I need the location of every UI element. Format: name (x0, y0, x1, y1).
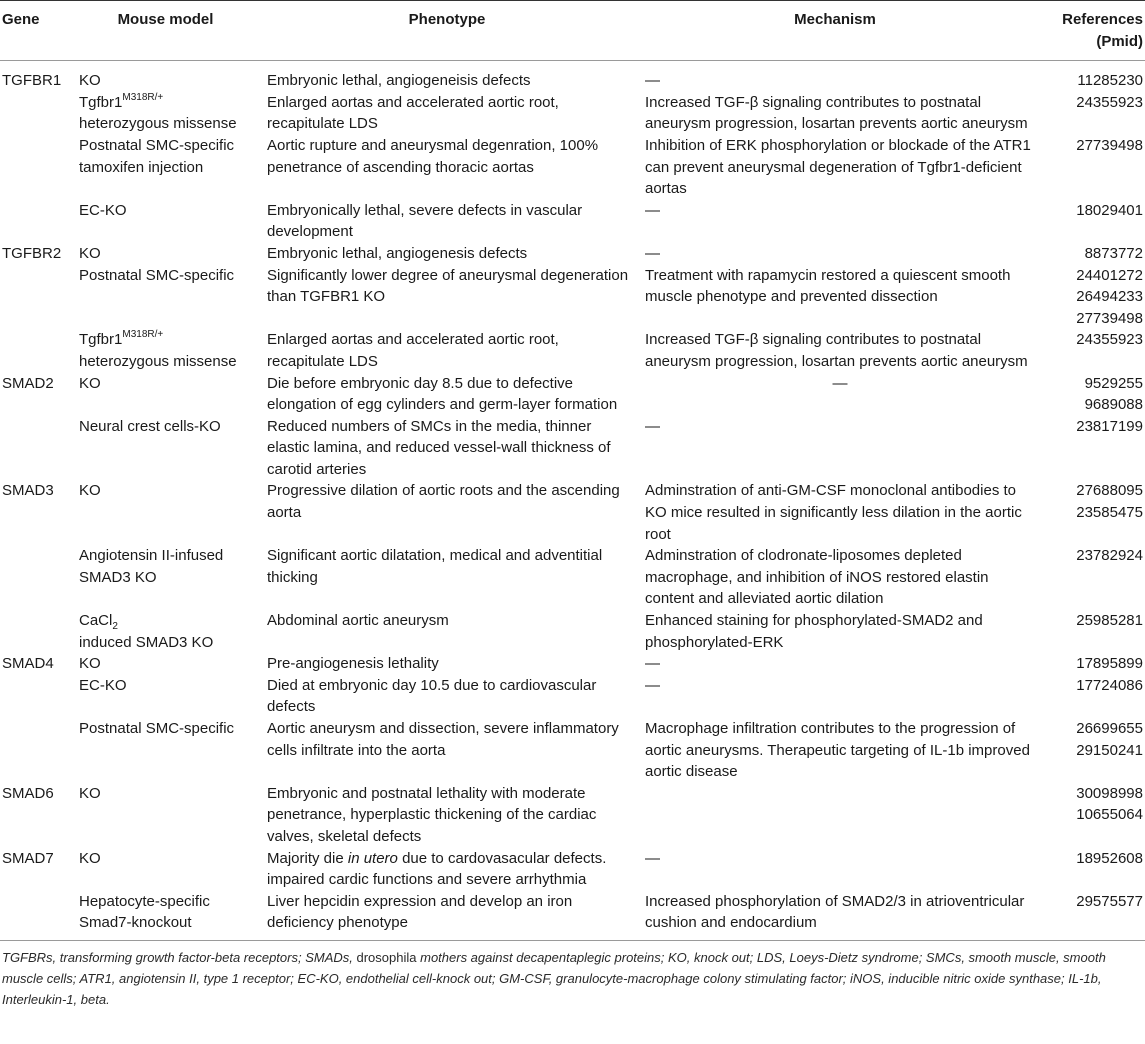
mechanism-cell: Increased TGF-β signaling contributes to postnatal aneurysm progression, losartan prevents aortic aneurysm (645, 93, 1028, 133)
header-row (0, 1, 1145, 61)
mechanism-cell: Increased TGF-β signaling contributes to postnatal aneurysm progression, losartan prevents aortic aneurysm (645, 331, 1028, 370)
mouse-model-base: CaCl (79, 612, 113, 630)
mouse-model-rest: heterozygous missense (79, 115, 237, 133)
mouse-model-cell: Postnatal SMC-specific (79, 720, 235, 737)
references-cell (1035, 653, 1145, 675)
table-row (0, 92, 1145, 135)
reference-pmid: 25985281 (1076, 612, 1143, 630)
phenotype-cell: Embryonic and postnatal lethality with moderate penetrance, hyperplastic thickening of the cardiac valves, skeletal defects (267, 784, 597, 845)
reference-pmid: 26699655 (1076, 720, 1143, 737)
phenotype-cell: Die before embryonic day 8.5 due to defective elongation of egg cylinders and germ-layer formation (267, 374, 618, 414)
phenotype-cell: Embryonic lethal, angiogeneisis defects (267, 72, 531, 90)
phenotype-cell: Embryonic lethal, angiogenesis defects (267, 244, 528, 262)
table-row (0, 265, 1145, 330)
mouse-model-cell: KO (79, 784, 101, 802)
table-row (0, 545, 1145, 610)
mouse-model-cell: EC-KO (79, 676, 127, 694)
mechanism-cell (635, 783, 1035, 848)
reference-pmid: 18029401 (1076, 201, 1143, 219)
mouse-model-cell: EC-KO (79, 201, 127, 219)
reference-pmid: 23817199 (1076, 417, 1143, 435)
footnote-part1: TGFBRs, transforming growth factor-beta receptors; SMADs, (2, 949, 357, 965)
phenotype-cell (259, 848, 635, 891)
mouse-model-cell: KO (79, 482, 101, 500)
header-mechanism: Mechanism (635, 1, 1035, 61)
reference-pmid: 27688095 (1076, 482, 1143, 500)
gene-cell (0, 329, 72, 372)
mouse-model-cell: KO (79, 849, 101, 867)
table-row (0, 61, 1145, 92)
references-cell (1035, 61, 1145, 92)
mouse-model-cell (72, 610, 259, 653)
references-cell (1035, 891, 1145, 941)
mouse-model-cell: Postnatal SMC-specific tamoxifen injection (79, 136, 235, 176)
mouse-model-cell: KO (79, 72, 101, 90)
reference-pmid: 24355923 (1076, 93, 1143, 111)
mechanism-cell: Inhibition of ERK phosphorylation or blockade of the ATR1 can prevent aneurysmal degeneration of Tgfbr1-deficient aortas (645, 136, 1031, 198)
phenotype-cell: Died at embryonic day 10.5 due to cardiovascular defects (267, 676, 597, 716)
mechanism-cell: — (645, 201, 660, 219)
mechanism-cell: Adminstration of anti-GM-CSF monoclonal antibodies to KO mice resulted in significantly less dilation in the aortic root (645, 482, 1022, 543)
references-cell (1035, 416, 1145, 481)
references-cell (1035, 200, 1145, 243)
table-row (0, 783, 1145, 848)
reference-pmid: 9689088 (1084, 396, 1143, 414)
table-header (0, 1, 1145, 61)
references-cell (1035, 243, 1145, 265)
mouse-model-subscript: 2 (112, 621, 118, 633)
reference-pmid: 23782924 (1076, 547, 1143, 565)
gene-cell: TGFBR1 (2, 72, 62, 90)
phenotype-cell: Pre-angiogenesis lethality (267, 655, 439, 673)
reference-pmid: 23585475 (1076, 504, 1143, 522)
references-cell (1035, 135, 1145, 200)
gene-cell (0, 675, 72, 718)
reference-pmid: 27739498 (1076, 136, 1143, 154)
phenotype-cell: Progressive dilation of aortic roots and the ascending aorta (267, 482, 620, 522)
mouse-model-cell: KO (79, 655, 101, 673)
header-references (1035, 1, 1145, 61)
mechanism-cell: — (645, 244, 660, 262)
mouse-model-base: Tgfbr1 (79, 93, 123, 111)
header-mouse-model: Mouse model (72, 1, 259, 61)
gene-cell (0, 200, 72, 243)
table-row (0, 243, 1145, 265)
header-references-line1: References (1062, 11, 1143, 28)
references-cell (1035, 848, 1145, 891)
table-row (0, 718, 1145, 783)
table-row (0, 653, 1145, 675)
mouse-model-cell (72, 329, 259, 372)
mechanism-cell: — (832, 374, 848, 392)
mechanism-cell: — (645, 676, 660, 694)
header-phenotype: Phenotype (259, 1, 635, 61)
mouse-model-cell: KO (79, 244, 101, 262)
mouse-model-cell: Postnatal SMC-specific (79, 266, 235, 284)
header-references-line2: (Pmid) (1096, 32, 1143, 50)
reference-pmid: 17724086 (1076, 676, 1143, 694)
mouse-model-cell: Hepatocyte-specific Smad7-knockout (72, 891, 259, 941)
gene-cell (0, 416, 72, 481)
reference-pmid: 30098998 (1076, 784, 1143, 802)
mouse-model-superscript: M318R/+ (122, 329, 164, 341)
phenotype-cell: Reduced numbers of SMCs in the media, thinner elastic lamina, and reduced vessel-wall thickness of carotid arteries (267, 417, 611, 478)
mouse-model-rest: induced SMAD3 KO (79, 633, 214, 651)
gene-cell (0, 718, 72, 783)
table-row (0, 135, 1145, 200)
mouse-model-rest: heterozygous missense (79, 352, 237, 370)
references-cell (1035, 675, 1145, 718)
table-row (0, 329, 1145, 372)
mechanism-cell: — (645, 849, 660, 867)
table-row (0, 891, 1145, 941)
gene-cell: SMAD3 (2, 482, 54, 500)
mouse-model-cell: Angiotensin II-infused SMAD3 KO (79, 547, 224, 586)
mouse-model-cell: Neural crest cells-KO (79, 417, 221, 435)
mouse-model-cell (72, 92, 259, 135)
reference-pmid: 11285230 (1077, 72, 1143, 90)
table-row (0, 480, 1145, 545)
footnote-part3: mothers against decapentaplegic proteins; KO, knock out; LDS, Loeys-Dietz syndrome; SMCs, smooth muscle, smooth muscle cells; ATR1, angiotensin II, type 1 receptor; EC-KO, endothelial cell-knock out; GM-CSF, granulocyte-macrophage colony stimulating factor; iNOS, inducible nitric oxide synthase; IL-1b, Interleukin-1, beta. (2, 949, 1106, 1007)
references-cell (1035, 329, 1145, 372)
table-row (0, 416, 1145, 481)
reference-pmid: 29150241 (1076, 741, 1143, 759)
mechanism-cell: Increased phosphorylation of SMAD2/3 in atrioventricular cushion and endocardium (635, 891, 1035, 941)
reference-pmid: 9529255 (1084, 374, 1143, 392)
reference-pmid: 24355923 (1076, 331, 1143, 349)
mechanism-cell: Treatment with rapamycin restored a quiescent smooth muscle phenotype and prevented dissection (645, 266, 1011, 306)
gene-cell: SMAD7 (2, 849, 54, 867)
reference-pmid: 8873772 (1084, 244, 1143, 262)
gene-cell: SMAD2 (2, 374, 54, 392)
mouse-model-base: Tgfbr1 (79, 331, 123, 349)
references-cell (1035, 373, 1145, 416)
mechanism-cell: Adminstration of clodronate-liposomes depleted macrophage, and inhibition of iNOS restored elastin content and alleviated aortic dilation (645, 547, 989, 608)
phenotype-cell: Liver hepcidin expression and develop an iron deficiency phenotype (259, 891, 635, 941)
gene-cell: SMAD4 (2, 655, 54, 673)
mouse-model-cell: KO (79, 374, 101, 392)
gene-cell (0, 265, 72, 330)
table-row (0, 610, 1145, 653)
gene-cell: SMAD6 (2, 784, 54, 802)
footnote-part2: drosophila (356, 949, 417, 965)
table-footnote (0, 941, 1134, 1010)
reference-pmid: 26494233 (1076, 288, 1143, 306)
gene-cell (0, 135, 72, 200)
phenotype-cell: Enlarged aortas and accelerated aortic root, recapitulate LDS (267, 331, 559, 370)
table-row (0, 848, 1145, 891)
gene-cell: TGFBR2 (2, 244, 62, 262)
phenotype-cell: Aortic aneurysm and dissection, severe inflammatory cells infiltrate into the aorta (267, 720, 619, 759)
table-body (0, 61, 1145, 941)
phenotype-cell: Enlarged aortas and accelerated aortic root, recapitulate LDS (267, 93, 559, 133)
gene-cell (0, 610, 72, 653)
table-row (0, 200, 1145, 243)
mechanism-cell: Enhanced staining for phosphorylated-SMAD2 and phosphorylated-ERK (645, 612, 983, 651)
reference-pmid: 10655064 (1076, 806, 1143, 824)
reference-pmid: 27739498 (1076, 309, 1143, 327)
phenotype-post: due to cardovasacular defects. impaired cardic functions and severe arrhythmia (267, 849, 607, 889)
reference-pmid: 29575577 (1076, 892, 1143, 910)
references-cell (1035, 610, 1145, 653)
mouse-model-superscript: M318R/+ (122, 91, 164, 103)
gene-cell (0, 92, 72, 135)
phenotype-cell: Aortic rupture and aneurysmal degenration, 100% penetrance of ascending thoracic aortas (267, 136, 599, 176)
phenotype-pre: Majority die (267, 849, 348, 867)
table-row (0, 675, 1145, 718)
gene-cell (0, 545, 72, 610)
references-cell (1035, 480, 1145, 545)
mechanism-cell: Macrophage infiltration contributes to the progression of aortic aneurysms. Therapeutic targeting of IL-1b improved aortic disease (645, 720, 1030, 781)
references-cell (1035, 783, 1145, 848)
reference-pmid: 17895899 (1076, 655, 1143, 673)
phenotype-cell: Abdominal aortic aneurysm (267, 612, 449, 630)
references-cell (1035, 265, 1145, 330)
references-cell (1035, 718, 1145, 783)
table-row (0, 373, 1145, 416)
header-gene: Gene (0, 1, 72, 61)
mechanism-cell: — (645, 655, 660, 673)
mechanism-cell: — (645, 417, 660, 435)
reference-pmid: 18952608 (1076, 849, 1143, 867)
phenotype-cell: Embryonically lethal, severe defects in vascular development (267, 201, 583, 241)
references-cell (1035, 92, 1145, 135)
phenotype-italic: in utero (347, 849, 398, 867)
reference-pmid: 24401272 (1076, 266, 1143, 284)
gene-cell (0, 891, 72, 941)
phenotype-cell: Significantly lower degree of aneurysmal degeneration than TGFBR1 KO (267, 266, 629, 306)
mechanism-cell: — (645, 72, 660, 90)
phenotype-cell: Significant aortic dilatation, medical and adventitial thicking (267, 547, 603, 586)
references-cell (1035, 545, 1145, 610)
